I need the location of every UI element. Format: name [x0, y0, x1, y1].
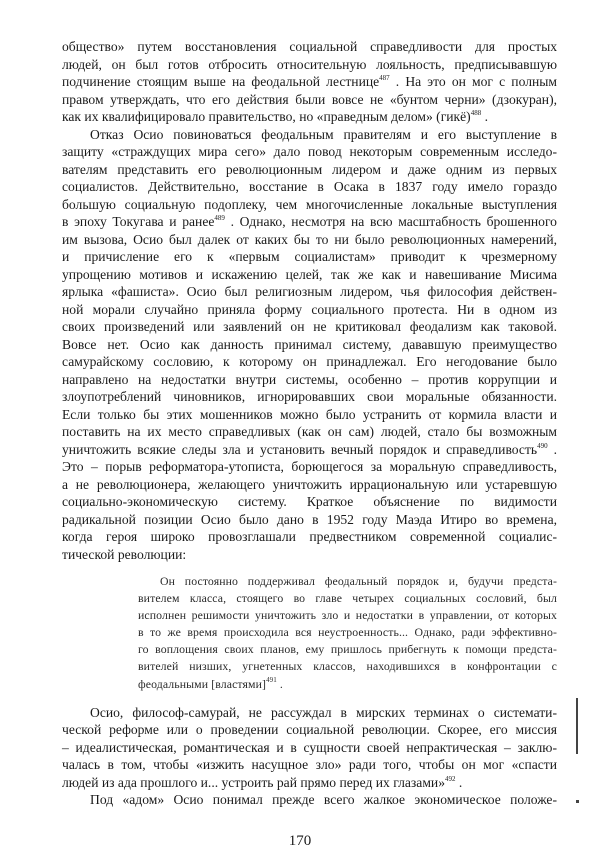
- line-text: Вовсе нет. Осио как данность принимал систему, дававшую преимущество: [62, 336, 557, 352]
- line-text-after-footnote: .: [455, 774, 463, 790]
- line-text: людей из ада прошлого и... устроить рай прямо перед их глазами»: [62, 774, 446, 790]
- line-text: уничтожить всякие следы зла и установить вечный порядок и справедливость: [62, 441, 538, 457]
- text-line: [62, 266, 557, 284]
- paragraph-3: [62, 704, 557, 792]
- line-text: а не революционера, желающего уничтожить иррациональную или устаревшую: [62, 476, 557, 492]
- text-line: [62, 178, 557, 196]
- paragraph-1: [62, 38, 557, 126]
- line-text: Под «адом» Осио понимал прежде всего жалкое экономическое положе-: [90, 792, 557, 808]
- line-text: Если только бы этих мошенников можно было устранить от кормила власти и: [62, 406, 557, 422]
- line-text: поставить на их место справедливых (как он сам) людей, стало бы возможным: [62, 424, 557, 439]
- line-text: правом утверждать, что его действия были вовсе не «бунтом черни» (дзокуран),: [62, 91, 557, 107]
- line-text: упрощению мотивов и искажению целей, так же как и навешивание Мисима: [62, 266, 557, 282]
- text-line: [62, 126, 557, 144]
- text-line: [62, 493, 557, 511]
- text-line: [62, 161, 557, 179]
- text-line: [62, 423, 557, 441]
- line-text: вителей низших, угнетенных классов, находившихся в конфронтации с: [138, 659, 557, 674]
- text-line: [62, 721, 557, 739]
- text-line: [62, 441, 557, 459]
- text-line: [62, 91, 557, 109]
- text-line: [62, 704, 557, 722]
- text-line: [138, 676, 557, 693]
- block-quote: [138, 573, 557, 693]
- paragraph-2: [62, 126, 557, 564]
- text-line: [62, 388, 557, 406]
- line-text-after-footnote: . Однако, несмотря на всю масштабность брошенного: [224, 214, 557, 229]
- line-text: социалистов. Действительно, восстание в Осака в 1837 году имело гораздо: [62, 179, 557, 194]
- line-text: защиту «страждущих мира сего» дало повод некоторым современным исследо-: [62, 144, 557, 159]
- line-text: подчинение стоящим выше на феодальной лестнице: [62, 74, 380, 89]
- text-line: [138, 573, 557, 590]
- line-text: как их квалифицировало правительство, но «праведным делом» (гикё): [62, 109, 471, 124]
- footnote-marker: 491: [266, 675, 277, 684]
- line-text: и причисление его к «первым социалистам» приводит к чрезмерному: [62, 249, 557, 264]
- line-text: когда героя широко провозглашали предвестником современной социалис-: [62, 529, 557, 544]
- line-text: тической революции:: [62, 546, 187, 562]
- footnote-marker: 492: [445, 774, 456, 783]
- text-line: [62, 791, 557, 809]
- text-line: [62, 283, 557, 301]
- text-line: [62, 143, 557, 161]
- text-line: [62, 511, 557, 529]
- footnote-marker: 488: [470, 109, 482, 117]
- text-line: [62, 248, 557, 266]
- line-text: своих произведений или заявлений он не критиковал феодализм как таковой.: [62, 319, 557, 334]
- text-line: [62, 528, 557, 546]
- text-line: [62, 353, 557, 371]
- line-text-after-footnote: .: [481, 109, 489, 124]
- text-line: [62, 38, 557, 56]
- text-line: [138, 658, 557, 675]
- line-text: в эпоху Токугава и ранее: [62, 214, 215, 229]
- line-text: вателям представить его революционным лидером и даже одним из первых: [62, 161, 557, 177]
- line-text: го воплощения своих планов, ему пришлось прибегнуть к помощи предста-: [138, 642, 557, 657]
- text-line: [138, 641, 557, 658]
- text-line: [62, 774, 557, 792]
- line-text: злоупотреблений чиновников, игнорировавших свои моральные обязанности.: [62, 389, 557, 404]
- text-line: [62, 318, 557, 336]
- text-line: [62, 196, 557, 214]
- line-text: направлено на недостатки внутри системы, особенно – против коррупции и: [62, 371, 557, 387]
- line-text: Отказ Осио повиноваться феодальным правителям и его выступление в: [90, 126, 557, 142]
- line-text: Он постоянно поддерживал феодальный порядок и, будучи предста-: [160, 574, 557, 588]
- text-line: [62, 213, 557, 231]
- text-line: [62, 108, 557, 126]
- text-line: [138, 624, 557, 641]
- scan-artifact: [576, 698, 578, 754]
- text-line: [62, 336, 557, 354]
- text-line: [62, 371, 557, 389]
- line-text: Осио, философ-самурай, не рассуждал в мирских терминах о системати-: [90, 704, 557, 720]
- paragraph-4: [62, 791, 557, 809]
- text-line: [62, 301, 557, 319]
- line-text-after-footnote: . На это он мог с полным: [389, 74, 557, 89]
- text-line: [138, 590, 557, 607]
- scan-artifact: [576, 800, 579, 803]
- line-text: радикальной позиции Осио было дано в 1952 году Маэда Итиро во времена,: [62, 511, 557, 527]
- footnote-marker: 489: [214, 214, 225, 222]
- text-line: [62, 458, 557, 476]
- text-line: [62, 406, 557, 424]
- line-text: самурайскому сословию, к которому он принадлежал. Его негодование было: [62, 354, 557, 369]
- text-line: [62, 756, 557, 774]
- text-line: [62, 739, 557, 757]
- page-number: 170: [288, 833, 312, 849]
- line-text-after-footnote: .: [276, 676, 283, 691]
- line-text: ческой реформе или о проведении социальной революции. Скорее, его миссия: [62, 722, 557, 738]
- line-text: ной морали случайно приняла форму социального протеста. Ни в одном из: [62, 301, 557, 317]
- line-text: людей, он был готов отбросить относительную лояльность, предписывавшую: [62, 56, 557, 72]
- line-text: чалась в том, чтобы «изжить насущное зло» ради того, чтобы он мог «спасти: [62, 757, 557, 773]
- text-line: [62, 56, 557, 74]
- line-text: Это – порыв реформатора-утописта, борющегося за моральную справедливость,: [62, 459, 557, 474]
- text-line: [62, 73, 557, 91]
- line-text: общество» путем восстановления социальной справедливости для простых: [62, 39, 557, 54]
- text-line: [62, 476, 557, 494]
- line-text: в то же время происходила вся неустроенность... Однако, ради эффективно-: [138, 625, 557, 640]
- line-text: большую социальную подоплеку, чем многочисленные локальные выступления: [62, 196, 557, 212]
- line-text: социально-экономическую систему. Краткое объяснение по видимости: [62, 494, 557, 509]
- line-text: – идеалистическая, романтическая и в сущности своей непрактическая – заклю-: [62, 739, 557, 755]
- line-text-after-footnote: .: [547, 441, 557, 457]
- page-body: [62, 38, 557, 809]
- text-line: [62, 231, 557, 249]
- line-text: вителем класса, стоящего во главе четырех социальных сословий, был: [138, 591, 557, 606]
- line-text: ярлыка «фашиста». Осио был религиозным лидером, чья философия действен-: [62, 284, 557, 299]
- line-text: им вызова, Осио был далек от каких бы то ни было революционных намерений,: [62, 231, 557, 247]
- footnote-marker: 487: [379, 74, 390, 82]
- text-line: [62, 546, 557, 564]
- footnote-marker: 490: [537, 441, 548, 450]
- text-line: [138, 607, 557, 624]
- line-text: феодальными [властями]: [138, 676, 267, 691]
- line-text: исполнен решимости уничтожить зло и недостатки в управлении, от которых: [138, 608, 557, 623]
